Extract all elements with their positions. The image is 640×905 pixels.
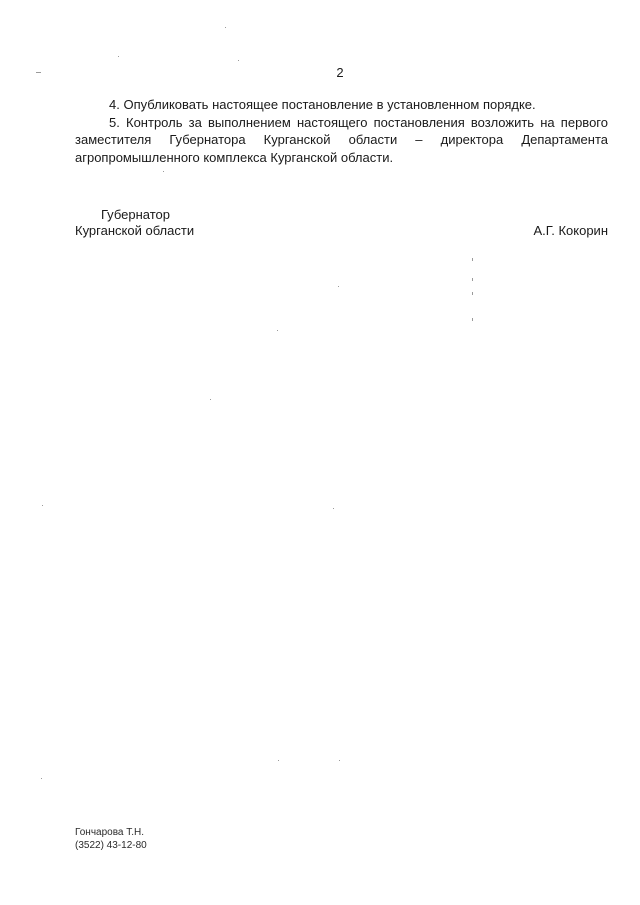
signature-title-line2: Курганской области (75, 223, 195, 238)
scan-speck (163, 171, 164, 172)
scan-speck (472, 292, 473, 295)
scan-speck (339, 760, 340, 761)
scan-speck (472, 258, 473, 261)
scan-speck (238, 60, 239, 61)
scan-speck (118, 56, 119, 57)
scan-speck (472, 278, 473, 281)
paragraph-5: 5. Контроль за выполнением настоящего постановления возложить на первого заместителя Губернатора Курганской области – директора Департамента агропромышленного комплекса Курганской области. (75, 114, 608, 165)
scan-speck (277, 330, 278, 331)
scan-speck (210, 399, 211, 400)
scan-speck (225, 27, 226, 28)
signature-title-line1: Губернатор (101, 207, 170, 222)
paragraph-4: 4. Опубликовать настоящее постановление в установленном порядке. (109, 97, 536, 112)
scan-speck (472, 318, 473, 321)
scan-speck (36, 72, 41, 73)
scan-speck (333, 508, 334, 509)
executor-name: Гончарова Т.Н. (75, 827, 145, 838)
document-body (75, 96, 608, 166)
executor-phone: (3522) 43-12-80 (75, 840, 147, 851)
scan-speck (41, 778, 42, 779)
scan-speck (42, 505, 43, 506)
executor-block (75, 826, 147, 852)
page-number: 2 (336, 65, 344, 80)
scan-speck (338, 286, 339, 287)
scan-speck (278, 760, 279, 761)
signatory-name: А.Г. Кокорин (533, 223, 608, 238)
